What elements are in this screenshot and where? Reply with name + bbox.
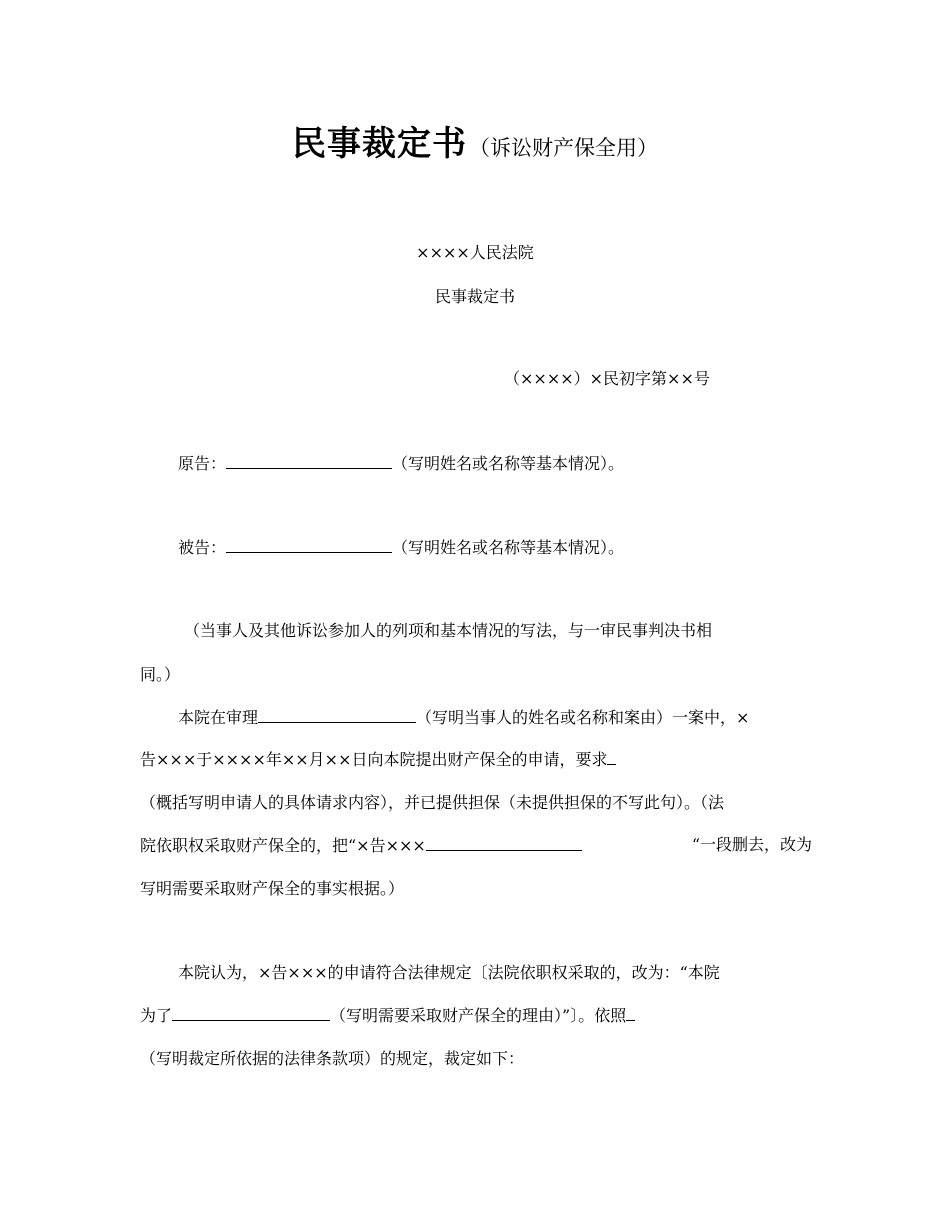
para2-l4-a: 院依职权采取财产保全的，把“×告××× <box>140 836 426 855</box>
document-title <box>0 116 950 165</box>
court-name: ××××人民法院 <box>416 243 534 262</box>
para2-line5: 写明需要采取财产保全的事实根据。） <box>140 879 405 898</box>
para3-l2-a: 为了 <box>140 1006 173 1025</box>
title-subtitle: （诉讼财产保全用） <box>469 136 658 160</box>
para1-line2: 同。） <box>140 665 181 684</box>
plaintiff-label: 原告： <box>178 454 227 473</box>
defendant-line <box>178 536 850 559</box>
para3-line2 <box>140 1004 812 1027</box>
para2-l4-left <box>140 834 582 857</box>
para2-blank-3 <box>426 834 582 851</box>
case-number: （××××）×民初字第××号 <box>504 369 710 388</box>
plaintiff-line <box>178 452 850 475</box>
para2-blank-1 <box>258 706 416 723</box>
defendant-label: 被告： <box>178 538 227 557</box>
para2-line2 <box>140 748 812 771</box>
para3-line3: （写明裁定所依据的法律条款项）的规定，裁定如下： <box>140 1049 525 1068</box>
plaintiff-blank <box>226 452 392 469</box>
para2-line1 <box>178 706 850 729</box>
para3-blank-2 <box>626 1004 635 1021</box>
title-main: 民事裁定书 <box>292 124 467 164</box>
para3-blank-1 <box>172 1004 330 1021</box>
para3-line1: 本院认为，×告×××的申请符合法律规定〔法院依职权采取的，改为：“本院 <box>178 963 720 982</box>
para2-l1-b: （写明当事人的姓名或名称和案由）一案中，× <box>416 708 750 727</box>
para2-l2-a: 告×××于××××年××月××日向本院提出财产保全的申请，要求 <box>140 750 608 769</box>
para2-line3: （概括写明申请人的具体请求内容），并已提供担保（未提供担保的不写此句）。（法 <box>140 793 725 812</box>
para2-l4-b: “一段删去，改为 <box>691 835 812 854</box>
para3-l2-b: （写明需要采取财产保全的理由）”〕。依照 <box>330 1006 627 1025</box>
plaintiff-note: （写明姓名或名称等基本情况）。 <box>392 454 625 473</box>
para2-l1-a: 本院在审理 <box>178 708 259 727</box>
para2-blank-2 <box>607 748 616 765</box>
para1-line1: （当事人及其他诉讼参加人的列项和基本情况的写法，与一审民事判决书相 <box>184 621 713 640</box>
defendant-note: （写明姓名或名称等基本情况）。 <box>392 538 625 557</box>
document-type: 民事裁定书 <box>434 287 515 306</box>
para2-line4 <box>140 834 812 857</box>
defendant-blank <box>226 536 392 553</box>
